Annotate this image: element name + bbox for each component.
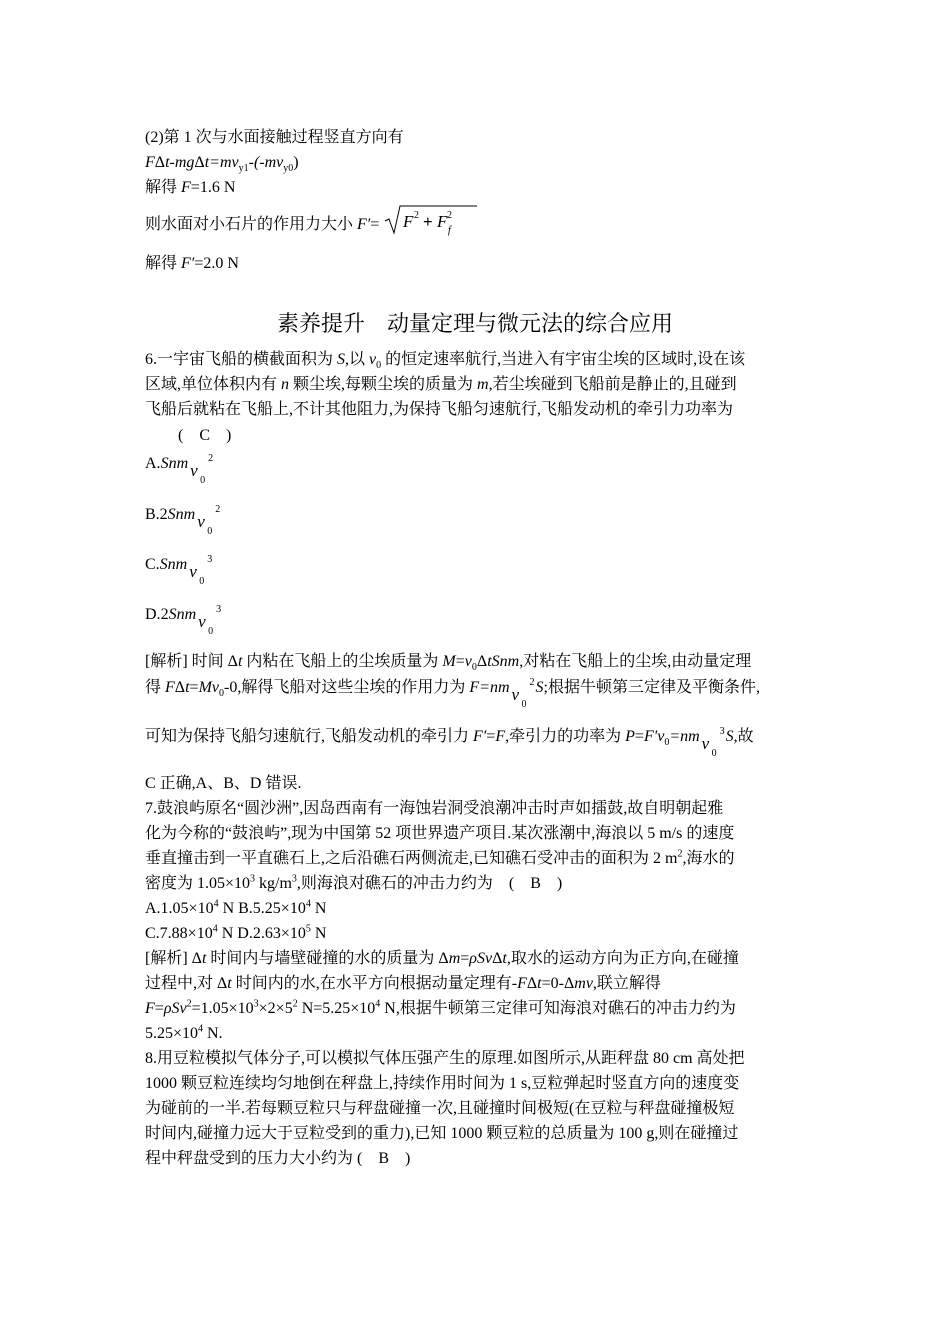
sqrt-plus: + xyxy=(423,212,434,231)
text: Δ xyxy=(154,154,166,171)
v0-term xyxy=(188,452,214,486)
text: = xyxy=(455,653,465,670)
q6-line3: 飞船后就粘在飞船上,不计其他阻力,为保持飞船匀速航行,飞船发动机的牵引力功率为 xyxy=(145,401,734,418)
text: 的恒定速率航行,当进入有宇宙尘埃的区域时,设在该 xyxy=(381,351,746,368)
sqrt-term1-power: 2 xyxy=(414,210,420,221)
text: =1.05×10 xyxy=(191,1000,254,1017)
q7-line3 xyxy=(145,848,734,870)
text: ;根据牛顿第三定律及平衡条件, xyxy=(543,679,760,696)
text: [解析] 时间 Δ xyxy=(145,653,238,670)
text: [解析] Δ xyxy=(145,950,202,967)
text: v xyxy=(511,685,520,704)
text: F′ xyxy=(473,728,487,745)
part2-line1 xyxy=(145,127,404,149)
q7-solution-line4 xyxy=(145,1023,223,1045)
q6-solution-line1 xyxy=(145,651,751,673)
text: F xyxy=(469,679,480,696)
text: mv xyxy=(574,975,593,992)
text: 4 xyxy=(212,923,218,935)
part2-solve2 xyxy=(145,253,239,275)
text: -mg xyxy=(169,154,195,171)
text: ,牵引力的功率为 xyxy=(505,728,626,745)
text: 4 xyxy=(213,898,219,910)
q7-line4 xyxy=(145,873,562,895)
text: ) xyxy=(293,154,299,171)
text: 3 xyxy=(207,554,213,565)
text: ,联立解得 xyxy=(592,975,661,992)
text: 4 xyxy=(305,898,311,910)
text: 2 xyxy=(160,606,169,623)
q6-option-c xyxy=(145,553,213,587)
q7-solution-line3 xyxy=(145,998,736,1020)
q6-solution-line3 xyxy=(145,725,754,759)
text: 2 xyxy=(159,506,168,523)
text: 垂直撞击到一平直礁石上,之后沿礁石两侧流走,已知礁石受冲击的面积为 2 m xyxy=(145,850,678,867)
text: 2 xyxy=(292,998,298,1010)
text: 0 xyxy=(376,360,382,372)
text: N=5.25×10 xyxy=(297,1000,376,1017)
text: Snm xyxy=(167,506,196,523)
v0-term xyxy=(700,725,726,759)
part2-solve1 xyxy=(145,177,235,199)
text: Mv xyxy=(198,679,220,696)
sqrt-svg xyxy=(383,203,479,237)
text: 3 xyxy=(291,873,297,885)
q8-line5: 程中秤盘受到的压力大小约为 ( B ) xyxy=(145,1150,411,1167)
text: v xyxy=(197,512,205,531)
text: 颗尘埃,每颗尘埃的质量为 xyxy=(289,376,478,393)
sqrt-expression xyxy=(383,203,479,244)
text: S xyxy=(337,351,346,368)
text: 0 xyxy=(199,576,205,587)
text: P xyxy=(625,728,635,745)
text: kg/m xyxy=(255,875,292,892)
q7-line1: 7.鼓浪屿原名“圆沙洲”,因岛西南有一海蚀岩洞受浪潮冲击时声如擂鼓,故自明朝起雅 xyxy=(145,800,724,817)
text: ,则海浪对礁石的冲击力约为 ( B ) xyxy=(296,875,563,892)
text: Snm xyxy=(168,606,197,623)
text: t xyxy=(204,154,210,171)
text: C.7.88×10 xyxy=(145,925,213,942)
text: Δ xyxy=(526,975,538,992)
q6-line1 xyxy=(145,349,745,371)
text: N,根据牛顿第三定律可知海浪对礁石的冲击力约为 xyxy=(380,1000,736,1017)
v0-term xyxy=(510,676,536,710)
text: S xyxy=(725,728,734,745)
text: 过程中,对 Δ xyxy=(145,975,228,992)
text: 2 xyxy=(208,453,214,464)
text: y0 xyxy=(283,163,294,175)
text: t xyxy=(227,975,232,992)
text: 时间内的水,在水平方向根据动量定理有- xyxy=(231,975,518,992)
text: Snm xyxy=(159,556,188,573)
text: 0 xyxy=(219,688,225,700)
q8-line2: 1000 颗豆粒连续均匀地倒在秤盘上,持续作用时间为 1 s,豆粒弹起时竖直方向的速度变 xyxy=(145,1075,740,1092)
text: = xyxy=(154,1000,164,1017)
text: 0 xyxy=(208,626,214,637)
text: ,海水的 xyxy=(682,850,735,867)
text: =0-Δ xyxy=(541,975,575,992)
sqrt-term2-sub: f xyxy=(448,225,452,236)
text: 5 xyxy=(305,923,311,935)
q8-line3: 为碰前的一半.若每颗豆粒只与秤盘碰撞一次,且碰撞时间极短(在豆粒与秤盘碰撞极短 xyxy=(145,1100,735,1117)
v0-term xyxy=(195,503,221,537)
text: Δ xyxy=(194,154,205,171)
text: S xyxy=(535,679,544,696)
text: 0 xyxy=(664,737,670,749)
text: = xyxy=(460,950,470,967)
text: m xyxy=(477,376,489,393)
text: 2 xyxy=(215,504,221,515)
text: 内粘在飞船上的尘埃质量为 xyxy=(242,653,443,670)
text: -(-mv xyxy=(248,154,284,171)
sqrt-term2-power: 2 xyxy=(447,210,453,221)
q7-options-ab xyxy=(145,898,326,920)
text: N xyxy=(310,925,327,942)
text: 3 xyxy=(719,726,725,737)
part2-force-line xyxy=(145,203,479,244)
q6-option-b xyxy=(145,503,221,537)
text: = xyxy=(370,216,380,233)
q6-option-a xyxy=(145,452,214,486)
text: 解得 xyxy=(145,255,182,272)
text: v xyxy=(701,734,710,753)
text: =2.0 N xyxy=(194,255,239,272)
text: 4 xyxy=(375,998,381,1010)
option-label: B. xyxy=(145,506,160,523)
text: v xyxy=(198,612,206,631)
text: (2)第 1 次与水面接触过程竖直方向有 xyxy=(145,129,404,146)
text: 0 xyxy=(711,748,717,759)
q7-line2: 化为今称的“鼓浪屿”,现为中国第 52 项世界遗产项目.某次涨潮中,海浪以 5 m/s 的速度 xyxy=(145,825,735,842)
text: F xyxy=(145,1000,155,1017)
text: F′ xyxy=(357,216,371,233)
text: = xyxy=(486,728,496,745)
text: t xyxy=(537,975,542,992)
text: ,若尘埃碰到飞船前是静止的,且碰到 xyxy=(488,376,737,393)
text: 0 xyxy=(207,526,213,537)
text: = xyxy=(189,679,199,696)
text: 0 xyxy=(200,475,206,486)
text: ,以 xyxy=(345,351,370,368)
text: F xyxy=(517,975,527,992)
q8-line1: 8.用豆粒模拟气体分子,可以模拟气体压强产生的原理.如图所示,从距秤盘 80 cm 高处把 xyxy=(145,1050,745,1067)
text: ,对粘在飞船上的尘埃,由动量定理 xyxy=(519,653,752,670)
text: n xyxy=(281,376,290,393)
q7-options-cd xyxy=(145,923,326,945)
text: ρSv xyxy=(163,1000,187,1017)
sqrt-term1: F xyxy=(403,212,414,231)
q7-solution-line2 xyxy=(145,973,661,995)
text: 4 xyxy=(198,1023,204,1035)
text: v xyxy=(464,653,472,670)
text: F xyxy=(495,728,506,745)
q6-option-d xyxy=(145,603,222,637)
text: N D.2.63×10 xyxy=(217,925,306,942)
v0-term xyxy=(196,603,222,637)
text: =1.6 N xyxy=(190,179,236,196)
text: 2 xyxy=(529,677,535,688)
q8-line4: 时间内,碰撞力远大于豆粒受到的重力),已知 1000 颗豆粒的总质量为 100 g,则在碰撞过 xyxy=(145,1125,739,1142)
text: N. xyxy=(203,1025,223,1042)
text: 密度为 1.05×10 xyxy=(145,875,251,892)
q6-solution-line2 xyxy=(145,676,760,710)
text: Δ xyxy=(174,679,186,696)
q6-solution-line4: C 正确,A、B、D 错误. xyxy=(145,775,302,792)
option-label: D. xyxy=(145,606,161,623)
text: = xyxy=(634,728,644,745)
text: A.1.05×10 xyxy=(145,900,214,917)
text: =nm xyxy=(479,679,510,696)
text: Snm xyxy=(160,455,189,472)
text: 则水面对小石片的作用力大小 xyxy=(145,216,358,233)
text: 0 xyxy=(521,699,527,710)
text: t xyxy=(201,950,207,967)
text: tSnm xyxy=(487,653,520,670)
text: Δ xyxy=(476,653,488,670)
section-title: 素养提升 动量定理与微元法的综合应用 xyxy=(276,311,673,336)
text: ×2×5 xyxy=(258,1000,293,1017)
text: =mv xyxy=(209,154,239,171)
text: 2 xyxy=(186,998,192,1010)
part2-equation xyxy=(145,152,299,174)
text: m xyxy=(448,950,461,967)
text: 解得 xyxy=(145,179,182,196)
text: 3 xyxy=(216,604,222,615)
q6-line2 xyxy=(145,374,737,396)
text: F′ xyxy=(181,255,195,272)
text: 可知为保持飞船匀速航行,飞船发动机的牵引力 xyxy=(145,728,474,745)
text: ,取水的运动方向为正方向,在碰撞 xyxy=(506,950,739,967)
text: t xyxy=(237,653,243,670)
text: 得 xyxy=(145,679,166,696)
text: F′v xyxy=(643,728,665,745)
text: M xyxy=(442,653,456,670)
text: N B.5.25×10 xyxy=(218,900,306,917)
text: F xyxy=(165,679,175,696)
text: 3 xyxy=(250,873,256,885)
text: N xyxy=(310,900,327,917)
text: 6.一宇宙飞船的横截面积为 xyxy=(145,351,338,368)
text: 2 xyxy=(677,848,683,860)
option-label: C. xyxy=(145,556,160,573)
text: v xyxy=(189,562,197,581)
option-label: A. xyxy=(145,455,161,472)
text: 3 xyxy=(253,998,259,1010)
text: t xyxy=(185,679,190,696)
text: y1 xyxy=(238,163,249,175)
text: ρSv xyxy=(469,950,493,967)
text: v xyxy=(369,351,377,368)
text: 时间内与墙壁碰撞的水的质量为 Δ xyxy=(206,950,449,967)
text: F xyxy=(181,179,191,196)
text: F xyxy=(145,154,155,171)
q7-solution-line1 xyxy=(145,948,739,970)
text: =nm xyxy=(669,728,700,745)
text: 0 xyxy=(471,662,477,674)
text: t xyxy=(165,154,170,171)
text: Δ xyxy=(492,950,503,967)
sqrt-term2: F xyxy=(437,212,448,231)
text: 区域,单位体积内有 xyxy=(145,376,282,393)
q6-answer: ( C ) xyxy=(178,427,232,444)
v0-term xyxy=(187,553,213,587)
text: ,故 xyxy=(733,728,754,745)
text: 5.25×10 xyxy=(145,1025,199,1042)
text: -0,解得飞船对这些尘埃的作用力为 xyxy=(224,679,470,696)
text: t xyxy=(502,950,507,967)
text: v xyxy=(190,461,198,480)
